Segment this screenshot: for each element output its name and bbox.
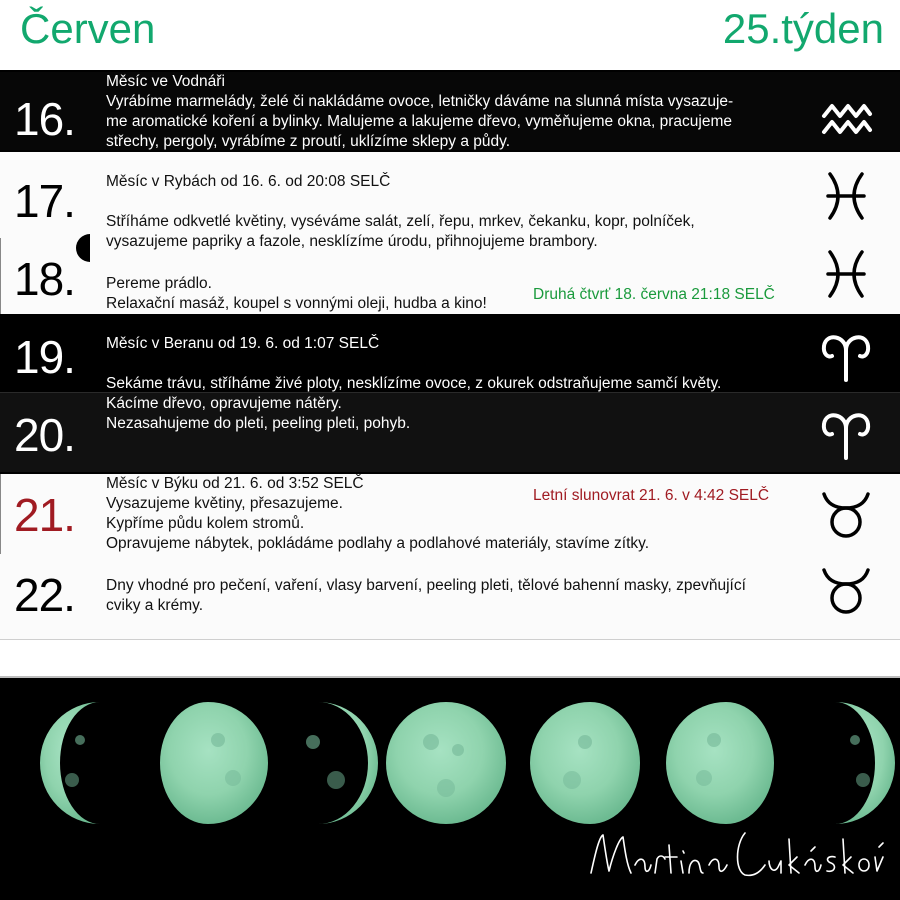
pisces-icon [818,246,874,302]
waxing-gibbous-moon-icon [148,700,268,825]
day-number: 21. [14,489,75,541]
note-line: Dny vhodné pro pečení, vaření, vlasy barvení, peeling pleti, tělové bahenní masky, zpevňující [106,577,746,594]
month-title: Červen [20,5,156,52]
full-moon-icon [386,700,506,825]
note-line: Pereme prádlo. [106,275,212,292]
day-notes [106,172,806,252]
note-line: Nezasahujeme do pleti, peeling pleti, pohyb. [106,415,411,432]
taurus-icon [818,562,874,618]
day-notes [106,334,806,394]
week-number: 25.týden [722,5,884,52]
note-line: Měsíc v Beranu od 19. 6. od 1:07 SELČ [106,335,380,352]
day-notes [106,394,806,434]
divider-line [0,238,1,314]
note-line [106,354,806,374]
day-notes [106,576,806,616]
taurus-icon [818,486,874,542]
note-line: Měsíc ve Vodnáři [106,73,225,90]
note-line: Vyrábíme marmelády, želé či nakládáme ovoce, letničky dáváme na slunná místa vysazuje- [106,93,734,110]
note-line: Vysazujeme květiny, přesazujeme. [106,495,343,512]
note-line: Relaxační masáž, koupel s vonnými oleji, hudba a kino! [106,295,487,312]
note-line: Opravujeme nábytek, pokládáme podlahy a podlahové materiály, stavíme zítky. [106,535,650,552]
aries-icon [818,406,874,462]
waning-crescent-moon-icon [775,700,895,825]
note-line: cviky a krémy. [106,597,204,614]
waning-gibbous-moon-icon [530,700,650,825]
artist-signature [585,815,885,895]
day-number: 22. [14,569,75,621]
note-line: Sekáme trávu, stříháme živé ploty, nesklízíme ovoce, z okurek odstraňujeme samčí květy. [106,375,722,392]
note-line: Kypříme půdu kolem stromů. [106,515,305,532]
waxing-crescent-moon-icon [40,700,160,825]
divider-line [0,474,1,554]
day-notes [106,474,806,554]
day-number: 18. [14,253,75,305]
waxing-gibbous-moon-icon [258,700,378,825]
waning-gibbous-moon-icon [666,700,786,825]
aries-icon [818,328,874,384]
day-number: 20. [14,409,75,461]
note-line: střechy, pergoly, vyrábíme z proutí, uklízíme sklepy a půdy. [106,133,511,150]
note-line: me aromatické koření a bylinky. Malujeme a lakujeme dřevo, vyměňujeme okna, pracujeme [106,113,733,130]
solstice-event: Letní slunovrat 21. 6. v 4:42 SELČ [533,487,770,504]
day-number: 16. [14,93,75,145]
note-line: Měsíc v Býku od 21. 6. od 3:52 SELČ [106,475,364,492]
day-number: 19. [14,331,75,383]
first-quarter-event: Druhá čtvrť 18. června 21:18 SELČ [533,286,775,303]
day-number: 17. [14,175,75,227]
note-line: Kácíme dřevo, opravujeme nátěry. [106,395,342,412]
note-line [106,192,806,212]
first-quarter-marker-icon [76,234,90,262]
day-notes [106,72,806,152]
note-line: vysazujeme papriky a fazole, nesklízíme úrodu, přihnojujeme brambory. [106,233,598,250]
note-line: Stříháme odkvetlé květiny, vyséváme salát, zelí, řepu, mrkev, čekanku, kopr, polníček, [106,213,695,230]
spacer-band [0,640,900,678]
note-line: Měsíc v Rybách od 16. 6. od 20:08 SELČ [106,173,391,190]
pisces-icon [818,168,874,224]
aquarius-icon [818,92,874,148]
